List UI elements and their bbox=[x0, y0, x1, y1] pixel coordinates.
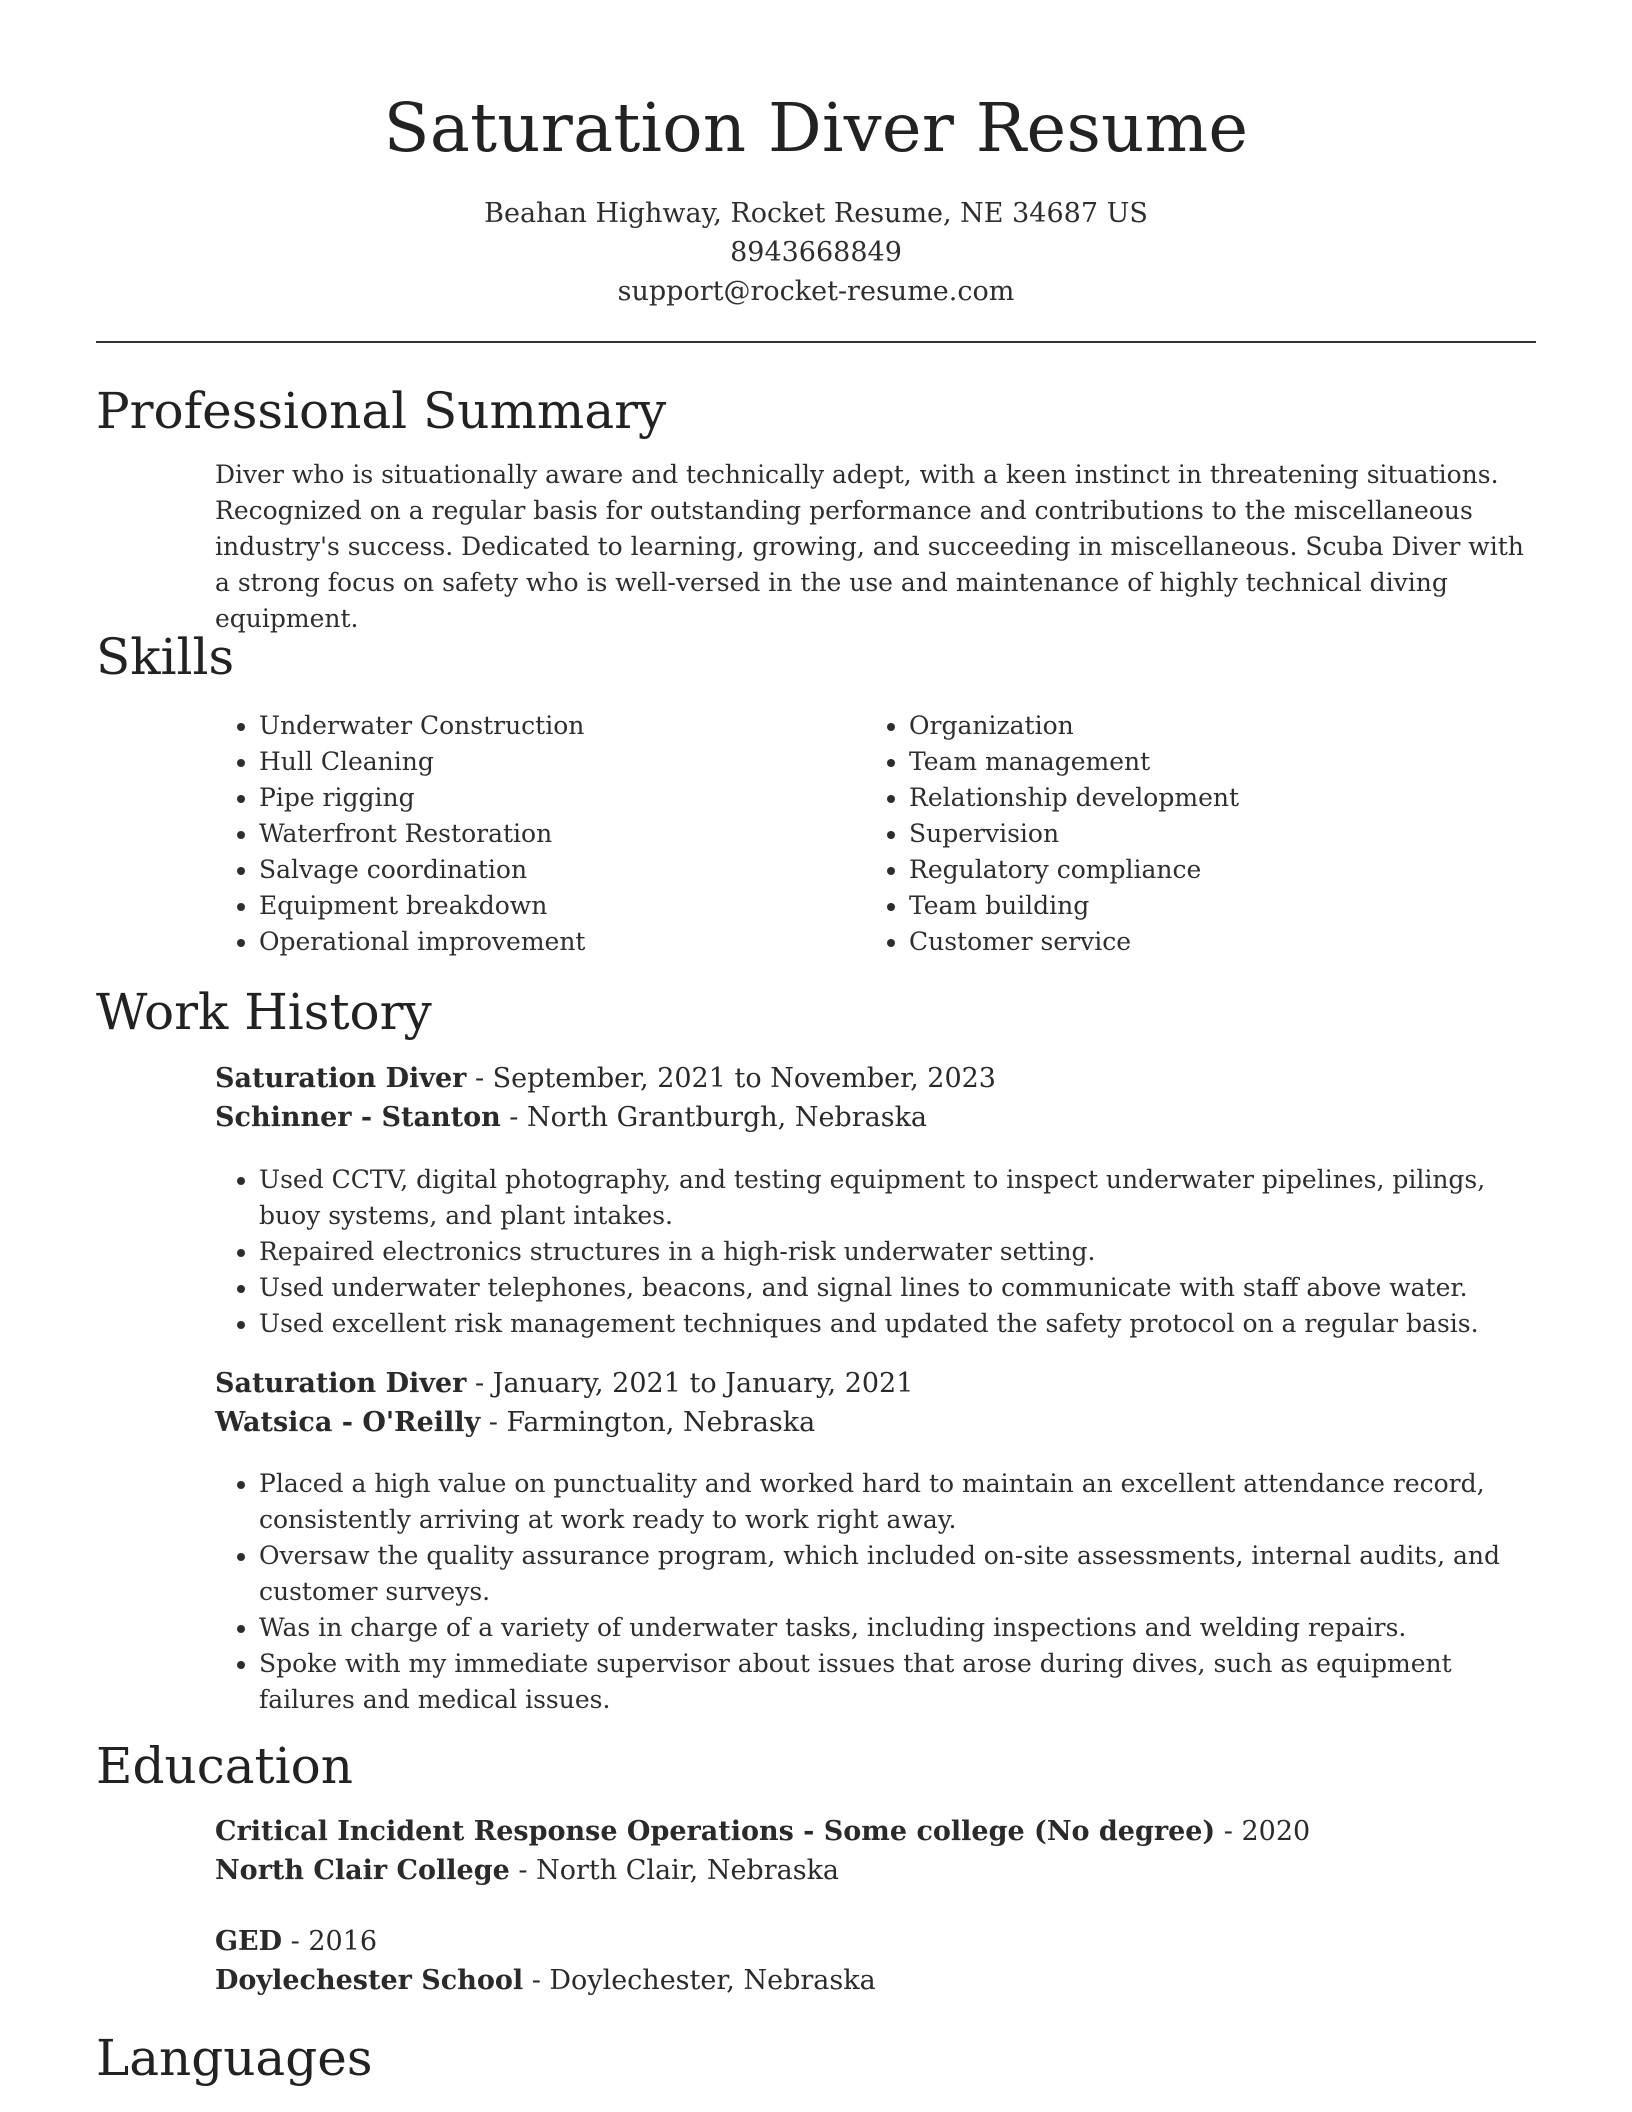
job-bullet: • Used excellent risk management techniques and updated the safety protocol on a regular basis. bbox=[259, 1306, 1536, 1342]
job-title-line bbox=[215, 1059, 1536, 1098]
section-title-languages: Languages bbox=[96, 2029, 373, 2087]
skill-item: • Team building bbox=[909, 888, 1515, 924]
section-title-summary: Professional Summary bbox=[96, 382, 667, 440]
skill-item: • Operational improvement bbox=[259, 924, 865, 960]
skill-item: • Salvage coordination bbox=[259, 852, 865, 888]
section-title-skills: Skills bbox=[96, 628, 235, 686]
job-dates: - January, 2021 to January, 2021 bbox=[466, 1368, 914, 1399]
education-school-line bbox=[215, 1851, 1536, 1890]
education-school: Doylechester School bbox=[215, 1965, 524, 1996]
skill-item: • Hull Cleaning bbox=[259, 744, 865, 780]
job-bullet: • Repaired electronics structures in a high-risk underwater setting. bbox=[259, 1234, 1536, 1270]
job-title-line bbox=[215, 1364, 1536, 1403]
job-company: Watsica - O'Reilly bbox=[215, 1407, 481, 1438]
skill-item: • Supervision bbox=[909, 816, 1515, 852]
job-location: - Farmington, Nebraska bbox=[480, 1407, 816, 1438]
skill-item: • Underwater Construction bbox=[259, 708, 865, 744]
job-bullets bbox=[215, 1162, 1536, 1342]
contact-block bbox=[0, 194, 1632, 311]
education-school: North Clair College bbox=[215, 1855, 510, 1886]
job-company: Schinner - Stanton bbox=[215, 1102, 501, 1133]
job-bullet: • Spoke with my immediate supervisor about issues that arose during dives, such as equipment failures and medical issues. bbox=[259, 1646, 1536, 1718]
job-company-line bbox=[215, 1098, 1536, 1137]
education-year: - 2016 bbox=[282, 1926, 378, 1957]
skill-item: • Waterfront Restoration bbox=[259, 816, 865, 852]
education-degree: Critical Incident Response Operations - Some college (No degree) bbox=[215, 1816, 1216, 1847]
skill-item: • Team management bbox=[909, 744, 1515, 780]
skill-item: • Pipe rigging bbox=[259, 780, 865, 816]
section-title-education: Education bbox=[96, 1737, 353, 1795]
job-bullet: • Used underwater telephones, beacons, and signal lines to communicate with staff above water. bbox=[259, 1270, 1536, 1306]
education-entry bbox=[215, 1812, 1536, 1890]
skills-list bbox=[215, 708, 1535, 960]
job-dates: - September, 2021 to November, 2023 bbox=[466, 1063, 996, 1094]
education-entry bbox=[215, 1922, 1536, 2000]
skill-item: • Organization bbox=[909, 708, 1515, 744]
skills-column-left bbox=[215, 708, 865, 960]
skill-item: • Customer service bbox=[909, 924, 1515, 960]
job-entry bbox=[215, 1364, 1536, 1442]
job-company-line bbox=[215, 1403, 1536, 1442]
skill-item: • Regulatory compliance bbox=[909, 852, 1515, 888]
education-school-line bbox=[215, 1961, 1536, 2000]
education-year: - 2020 bbox=[1215, 1816, 1311, 1847]
skill-item: • Equipment breakdown bbox=[259, 888, 865, 924]
job-role: Saturation Diver bbox=[215, 1063, 467, 1094]
education-degree-line bbox=[215, 1812, 1536, 1851]
contact-address: Beahan Highway, Rocket Resume, NE 34687 US bbox=[484, 198, 1148, 229]
job-bullets bbox=[215, 1466, 1536, 1718]
contact-email: support@rocket-resume.com bbox=[617, 276, 1015, 307]
job-bullet: • Placed a high value on punctuality and worked hard to maintain an excellent attendance record, consistently arriving at work ready to work right away. bbox=[259, 1466, 1536, 1538]
summary-text: Diver who is situationally aware and technically adept, with a keen instinct in threatening situations. Recognized on a regular basis for outstanding performance and contributions to the miscellaneous industry's success. Dedicated to learning, growing, and succeeding in miscellaneous. Scuba Diver with a strong focus on safety who is well-versed in the use and maintenance of highly technical diving equipment. bbox=[215, 460, 1524, 633]
job-role: Saturation Diver bbox=[215, 1368, 467, 1399]
job-bullet: • Was in charge of a variety of underwater tasks, including inspections and welding repairs. bbox=[259, 1610, 1536, 1646]
education-location: - Doylechester, Nebraska bbox=[523, 1965, 876, 1996]
skill-item: • Relationship development bbox=[909, 780, 1515, 816]
summary-section bbox=[215, 457, 1536, 637]
section-title-work-history: Work History bbox=[96, 983, 432, 1041]
job-bullet: • Oversaw the quality assurance program, which included on-site assessments, internal audits, and customer surveys. bbox=[259, 1538, 1536, 1610]
skills-column-right bbox=[865, 708, 1515, 960]
contact-phone: 8943668849 bbox=[730, 237, 902, 268]
education-degree-line bbox=[215, 1922, 1536, 1961]
job-bullet: • Used CCTV, digital photography, and testing equipment to inspect underwater pipelines, pilings, buoy systems, and plant intakes. bbox=[259, 1162, 1536, 1234]
header-divider bbox=[96, 341, 1536, 343]
education-location: - North Clair, Nebraska bbox=[509, 1855, 840, 1886]
education-degree: GED bbox=[215, 1926, 283, 1957]
resume-header bbox=[0, 0, 1632, 311]
job-entry bbox=[215, 1059, 1536, 1137]
resume-title: Saturation Diver Resume bbox=[383, 89, 1249, 167]
job-location: - North Grantburgh, Nebraska bbox=[500, 1102, 928, 1133]
